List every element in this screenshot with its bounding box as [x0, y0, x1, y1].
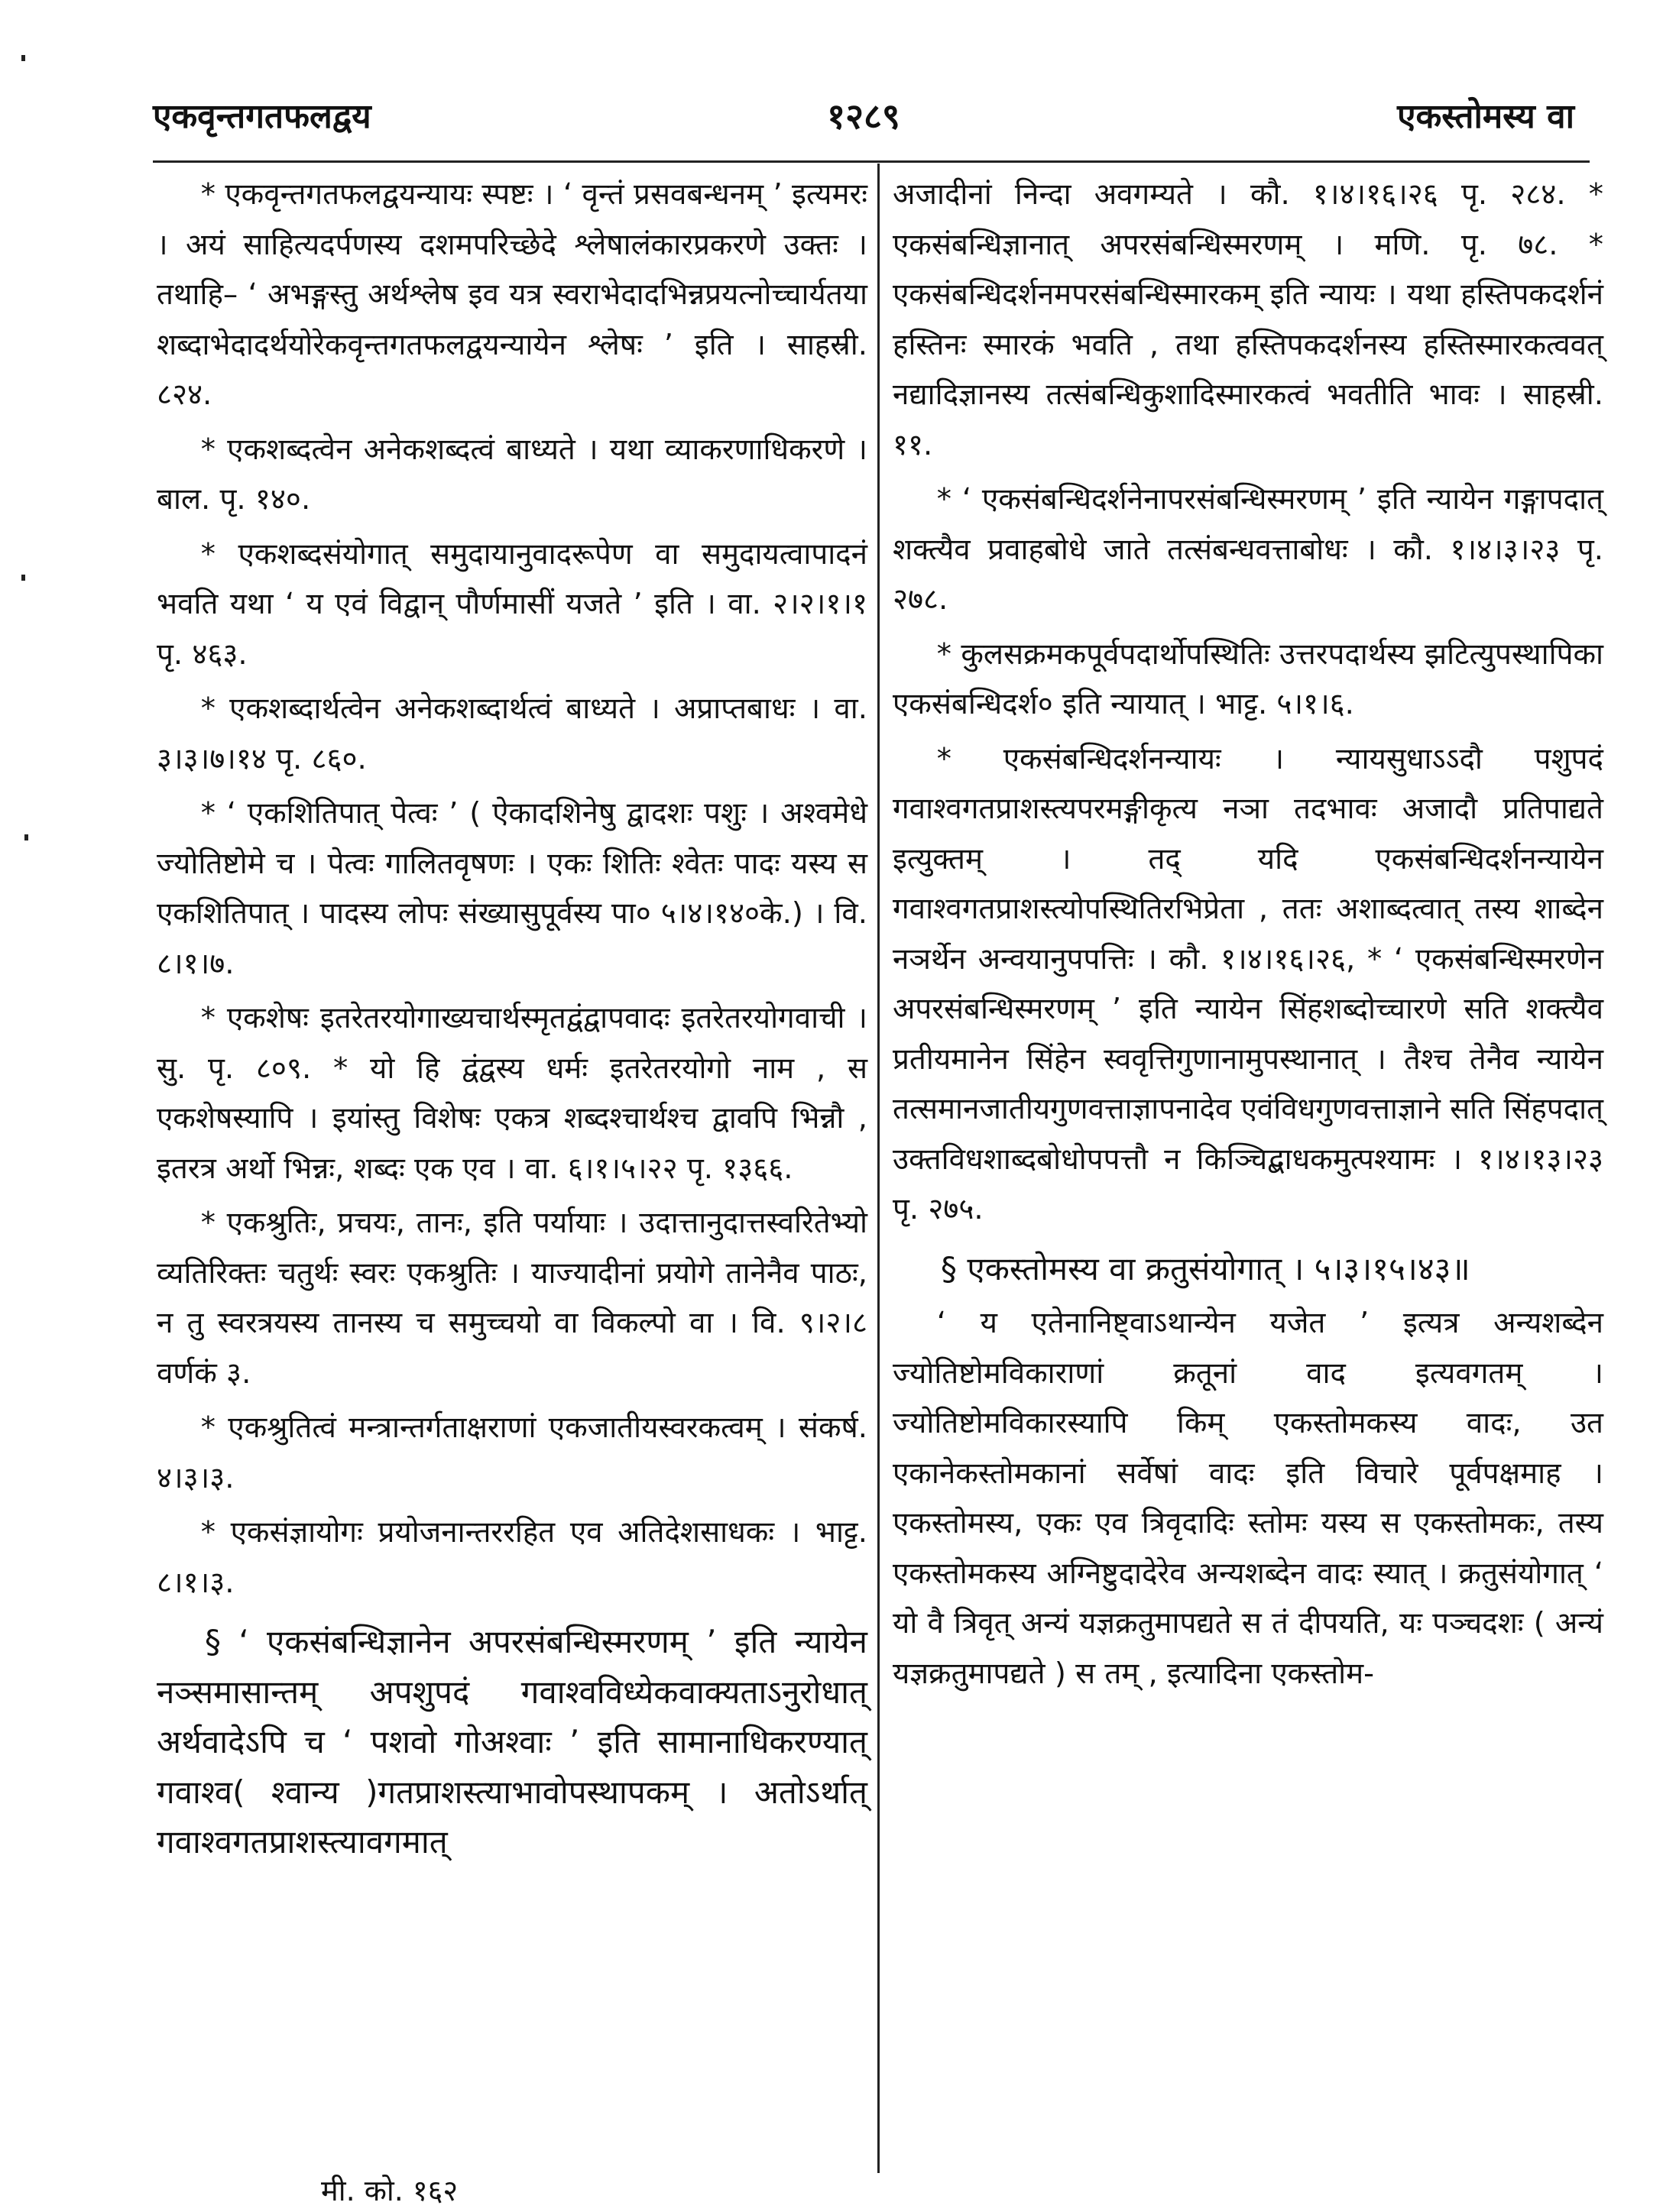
entry: * एकसंज्ञायोगः प्रयोजनान्तररहित एव अतिदेशसाधकः । भाट्ट. ८।१।३. — [157, 1515, 867, 1600]
entry: ‘ य एतेनानिष्ट्वाऽथान्येन यजेत ’ इत्यत्र अन्यशब्देन ज्योतिष्टोमविकाराणां क्रतूनां वाद इत्यवगतम् । ज्योतिष्टोमविकारस्यापि किम् एकस्तोमकस्य वादः, उत एकानेकस्तोमकानां सर्वेषां वादः इति विचारे पूर्वपक्षमाह । एकस्तोमस्य, एकः एव त्रिवृदादिः स्तोमः यस्य स एकस्तोमकः, तस्य एकस्तोमकस्य अग्निष्टुदादेरेव अन्यशब्देन वादः स्यात् । क्रतुसंयोगात् ‘ यो वै त्रिवृत् अन्यं यज्ञक्रतुमापद्यते स तं दीपयति, यः पञ्चदशः ( अन्यं यज्ञक्रतुमापद्यते ) स तम् , इत्यादिना एकस्तोम- — [893, 1306, 1603, 1691]
scan-mark — [24, 834, 28, 840]
entry: * एकशब्दार्थत्वेन अनेकशब्दार्थत्वं बाध्यते । अप्राप्तबाधः । वा. ३।३।७।१४ पृ. ८६०. — [157, 691, 867, 776]
entry: * कुलसक्रमकपूर्वपदार्थोपस्थितिः उत्तरपदार्थस्य झटित्युपस्थापिका एकसंबन्धिदर्श० इति न्यायात् । भाट्ट. ५।१।६. — [893, 636, 1603, 721]
entry: * ‘ एकसंबन्धिदर्शनेनापरसंबन्धिस्मरणम् ’ इति न्यायेन गङ्गापदात् शक्त्यैव प्रवाहबोधे जाते तत्संबन्धवत्ताबोधः । कौ. १।४।३।२३ पृ. २७८. — [893, 482, 1603, 617]
left-column — [157, 170, 867, 1872]
column-divider — [877, 164, 880, 2173]
entry: § ‘ एकसंबन्धिज्ञानेन अपरसंबन्धिस्मरणम् ’ इति न्यायेन नञ्समासान्तम् अपशुपदं गवाश्वविध्येकवाक्यताऽनुरोधात् अर्थवादेऽपि च ‘ पशवो गोअश्वाः ’ इति सामानाधिकरण्यात् गवाश्व( श्वान्य )गतप्राशस्त्याभावोपस्थापकम् । अतोऽर्थात् गवाश्वगतप्राशस्त्यावगमात् — [157, 1623, 867, 1861]
entry: * एकशब्दत्वेन अनेकशब्दत्वं बाध्यते । यथा व्याकरणाधिकरणे । बाल. पृ. १४०. — [157, 432, 867, 517]
entry: * एकशेषः इतरेतरयोगाख्यचार्थस्मृतद्वंद्वापवादः इतरेतरयोगवाची । सु. पृ. ८०९. * यो हि द्वंद्वस्य धर्मः इतरेतरयोगो नाम , स एकशेषस्यापि । इयांस्तु विशेषः एकत्र शब्दश्चार्थश्च द्वावपि भिन्नौ , इतरत्र अर्थो भिन्नः, शब्दः एक एव । वा. ६।१।५।२२ पृ. १३६६. — [157, 1001, 867, 1186]
entry: * एकश्रुतिः, प्रचयः, तानः, इति पर्यायाः । उदात्तानुदात्तस्वरितेभ्यो व्यतिरिक्तः चतुर्थः स्वरः एकश्रुतिः । याज्यादीनां प्रयोगे तानेनैव पाठः, न तु स्वरत्रयस्य तानस्य च समुच्चयो वा विकल्पो वा । वि. ९।२।८ वर्णकं ३. — [157, 1206, 867, 1391]
scan-mark — [21, 575, 25, 581]
entry: * एकशब्दसंयोगात् समुदायानुवादरूपेण वा समुदायत्वापादनं भवति यथा ‘ य एवं विद्वान् पौर्णमासीं यजते ’ इति । वा. २।२।१।१ पृ. ४६३. — [157, 536, 867, 672]
header-left-word: एकवृन्तगतफलद्वय — [153, 97, 371, 136]
page-number: १२८९ — [827, 96, 900, 137]
entry: * एकवृन्तगतफलद्वयन्यायः स्पष्टः । ‘ वृन्तं प्रसवबन्धनम् ’ इत्यमरः । अयं साहित्यदर्पणस्य दशमपरिच्छेदे श्लेषालंकारप्रकरणे उक्तः । तथाहि– ‘ अभङ्गस्तु अर्थश्लेष इव यत्र स्वराभेदादभिन्नप्रयत्नोच्चार्यतया शब्दाभेदादर्थयोरेकवृन्तगतफलद्वयन्यायेन श्लेषः ’ इति । साहस्री. ८२४. — [157, 177, 867, 412]
entry: * ‘ एकशितिपात् पेत्वः ’ ( ऐकादशिनेषु द्वादशः पशुः । अश्वमेधे ज्योतिष्टोमे च । पेत्वः गालितवृषणः । एकः शितिः श्वेतः पादः यस्य स एकशितिपात् । पादस्य लोपः संख्यासुपूर्वस्य पा० ५।४।१४०के.) । वि. ८।१।७. — [157, 796, 867, 981]
entry: अजादीनां निन्दा अवगम्यते । कौ. १।४।१६।२६ पृ. २८४. * एकसंबन्धिज्ञानात् अपरसंबन्धिस्मरणम् । मणि. पृ. ७८. * एकसंबन्धिदर्शनमपरसंबन्धिस्मारकम् इति न्यायः । यथा हस्तिपकदर्शनं हस्तिनः स्मारकं भवति , तथा हस्तिपकदर्शनस्य हस्तिस्मारकत्ववत् नद्यादिज्ञानस्य तत्संबन्धिकुशादिस्मारकत्वं भवतीति भावः । साहस्री. ११. — [893, 177, 1603, 462]
sutra-heading: § एकस्तोमस्य वा क्रतुसंयोगात् । ५।३।१५।४३॥ — [941, 1249, 1470, 1287]
scan-mark — [21, 55, 25, 61]
right-column — [893, 170, 1603, 1703]
footer-signature: मी. को. १६२ — [321, 2174, 459, 2207]
entry: * एकसंबन्धिदर्शनन्यायः । न्यायसुधाऽऽदौ पशुपदं गवाश्वगतप्राशस्त्यपरमङ्गीकृत्य नञा तदभावः अजादौ प्रतिपाद्यते इत्युक्तम् । तद् यदि एकसंबन्धिदर्शनन्यायेन गवाश्वगतप्राशस्त्योपस्थितिरभिप्रेता , ततः अशाब्दत्वात् तस्य शाब्देन नञर्थेन अन्वयानुपपत्तिः । कौ. १।४।१६।२६, * ‘ एकसंबन्धिस्मरणेन अपरसंबन्धिस्मरणम् ’ इति न्यायेन सिंहशब्दोच्चारणे सति शक्त्यैव प्रतीयमानेन सिंहेन स्ववृत्तिगुणानामुपस्थानात् । तैश्च तेनैव न्यायेन तत्समानजातीयगुणवत्ताज्ञापनादेव एवंविधगुणवत्ताज्ञाने सति सिंहपदात् उक्तविधशाब्दबोधोपपत्तौ न किञ्चिद्बाधकमुत्पश्यामः । १।४।१३।२३ पृ. २७५. — [893, 741, 1603, 1226]
header-right-word: एकस्तोमस्य वा — [1397, 97, 1574, 136]
running-header — [153, 92, 1574, 160]
entry: * एकश्रुतित्वं मन्त्रान्तर्गताक्षराणां एकजातीयस्वरकत्वम् । संकर्ष. ४।३।३. — [157, 1410, 867, 1495]
header-rule — [153, 160, 1590, 163]
